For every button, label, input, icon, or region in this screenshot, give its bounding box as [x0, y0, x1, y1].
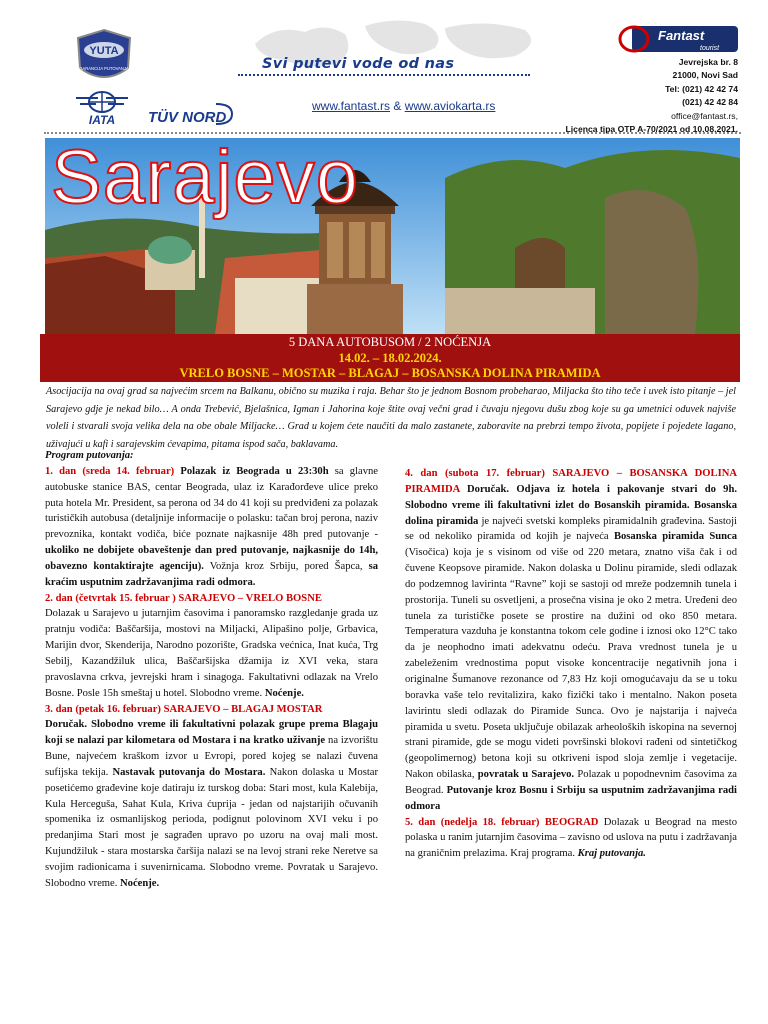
day-2-title: 2. dan (četvrtak 15. februar ) SARAJEVO – VRELO BOSNE: [45, 592, 322, 604]
day-4: 4. dan (subota 17. februar) SARAJEVO – BOSANSKA DOLINA PIRAMIDA Doručak. Odjava iz hotela i pakovanje stvari do 9h. Slobodno vreme ili fakultativni izlet do Bosanskih piramida. Bosanska dolina piramida je najveći svetski kompleks piramidalnih građevina. Sastoji se od nekoliko piramida od kojih je najveća Bosanska piramida Sunca (Visočica) koja je s visinom od više od 220 metara, znatno viša čak i od čuvene Keopsove piramide. Nakon dolaska u Dolinu piramide, sledi odlazak do podzemnog lavirinta “Ravne” koji se sastoji od mreže podzemnih tunela i prostorija. Tuneli su osvetljeni, a prosečna visina je oko 2 metra. Uređeni deo tunela za turističke posete se prostire na dužini od oko 850 metara. Temperatura vazduha je konstantna tokom cele godine i iznosi oko 12°C tako da je neophodno imati adekvatnu odeću. Prava vrednost tunela je u zabeleženim vrednostima poput visoke koncentracije negativnih jona i originalne Šumanove rezonance od 7,83 Hz koji omogućavaju da se u toku boravka vaše telo revitalizira, kako fizički tako i mentalno. Nakon poseta lavirintu sledi odlazak do Piramide Sunca. Ovo je najstarija i najveća piramida u svetu. Poseta uključuje obilazak arheoloških iskopina na severnoj strani piramide, gde se mogu videti površinski blokovi rađeni od sintetičkog (geopolimernog) betona koji su otkriveni ispod sloja zemlje i vegetacije. Nakon obilaska, povratak u Sarajevo. Polazak u popodnevnim časovima za Beograd. Putovanje kroz Bosnu i Srbiju sa usputnim zadržavanjima radi odmora: [405, 468, 737, 812]
fantast-link[interactable]: www.fantast.rs: [312, 99, 391, 113]
day-3-title: 3. dan (petak 16. februar) SARAJEVO – BLAGAJ MOSTAR: [45, 703, 323, 715]
iata-logo: [72, 90, 132, 126]
day-5-title: 5. dan (nedelja 18. februar) BEOGRAD: [405, 816, 599, 828]
company-tel-1: Tel: (021) 42 42 74: [665, 83, 738, 94]
company-tel-2: (021) 42 42 84: [682, 97, 738, 108]
tuv-nord-logo: [146, 100, 236, 128]
company-licence: Licenca tipa OTP A-70/2021 od 10.08.2021.: [565, 124, 738, 135]
program-column-left: [45, 448, 378, 892]
intro-paragraph: Asocijacija na ovaj grad sa najvećim srcem na Balkanu, obično su muzika i raja. Behar što je jednom Bosnom probeharao, Miljacka što tiho teče i uvek isto pitanje – jel Sarajevo gdje je nekad bilo… A onda Trebević, Bjelašnica, Igman i Jahorina koje štite ovaj večni grad i čuvaju njegovu dušu zbog koje su ga umetnici oduvek najviše voleli i stvarali svoja velika dela na obe obale Miljacke… Grad u kojem ćete naučiti da malo zastanete, zaboravite na prebrzi tempo života, popijete i pojedete lagano, uživajući u kafi i sarajevskim ćevapima, pitama ispod sača, baklavama.: [46, 386, 736, 450]
trip-duration: 5 DANA AUTOBUSOM / 2 NOĆENJA: [288, 335, 492, 349]
yuta-logo: [72, 28, 136, 86]
day-2: 2. dan (četvrtak 15. februar ) SARAJEVO – VRELO BOSNE Dolazak u Sarajevo u jutarnjim časovima i panoramsko razgledanje grada uz pratnju vodiča: Baščaršija, mostovi na Miljacki, Alipašino polje, Grbavica, Marijin dvor, Skenderija, Narodno pozorište, Gradska većnica, Inat kuća, Trg Sebilj, Kazandžiluk ulica, Baščaršijska džamija iz XVI veka, stara pravoslavna crkva, jevrejski hram i sinagoga. Fakultativni odlazak na Vrelo Bosne. Posle 15h smeštaj u hotel. Slobodno vreme. Noćenje.: [45, 592, 378, 699]
company-info: [566, 56, 738, 136]
link-separator: &: [390, 99, 405, 113]
day-1: 1. dan (sreda 14. februar) Polazak iz Beograda u 23:30h sa glavne autobuske stanice BAS, centar Beograda, ulaz iz Karađorđeve ulice preko puta hotela Mr. President, sa perona od 34 do 41 koji su predviđeni za polazak turističkih autobusa (detaljnije informacije o polasku: tačan broj perona, naziv prevoznika, kontakt vodiča, biće poznate najkasnije 48h pred putovanje - ukoliko ne dobijete obaveštenje dan pred putovanje, najkasnije do 14h, obavezno kontaktirajte agenciju). Vožnja kroz Srbiju, pored Šapca, sa kraćim usputnim zadržavanjima radi odmora.: [45, 465, 378, 588]
day-5: 5. dan (nedelja 18. februar) BEOGRAD Dolazak u Beograd na mesto polaska u ranim jutarnjim časovima – zavisno od uslova na putu i zadržavanja na graničnim prelazima. Kraj programa. Kraj putovanja.: [405, 816, 737, 860]
company-email[interactable]: office@fantast.rs,: [671, 110, 738, 121]
header-divider: [44, 132, 741, 134]
slogan: Svi putevi vode od nas: [262, 56, 455, 72]
page-header: [0, 0, 768, 135]
trip-summary-band: [40, 334, 740, 382]
svg-text:GARANCIJA PUTOVANJA: GARANCIJA PUTOVANJA: [79, 66, 129, 71]
aviokarta-link[interactable]: www.aviokarta.rs: [404, 99, 496, 113]
website-links: [312, 99, 495, 113]
program-heading: Program putovanja:: [45, 450, 134, 461]
trip-route: VRELO BOSNE – MOSTAR – BLAGAJ – BOSANSKA DOLINA PIRAMIDA: [179, 366, 601, 380]
day-3: 3. dan (petak 16. februar) SARAJEVO – BLAGAJ MOSTAR Doručak. Slobodno vreme ili fakultativni polazak grupe prema Blagaju koji se nalazi par kilometara od Mostara i na kratko uživanje na izvorištu Bune, najvećem kraškom izvor u Evropi, pored kojeg se nalazi čuvena sufijska tekija. Nastavak putovanja do Mostara. Nakon dolaska u Mostar posetićemo građevine koje datiraju iz turskog doba: Stari most, kula Kalebija, Kula Herceguša, Sahat Kula, Kriva ćuprija - jedan od najstarijih očuvanih spomenika iz osmanlijskog perioda, podignut polovinom XVI veku i po predanjima Stari most je sagrađen upravo po uzoru na ovaj mali most. Kujundžiluk - stara mostarska čaršija nalazi se na levoj strani reke Neretve sa svojim radionicama i suvenirnicama. Slobodno vreme. Povratak u Sarajevo. Slobodno vreme. Noćenje.: [45, 703, 378, 889]
svg-text:TÜV NORD: TÜV NORD: [148, 109, 227, 126]
svg-text:IATA: IATA: [88, 113, 116, 126]
destination-title: Sarajevo: [51, 138, 359, 220]
fantast-logo: [618, 24, 740, 54]
company-city: 21000, Novi Sad: [672, 70, 738, 81]
slogan-divider: [238, 74, 530, 76]
day-1-title: 1. dan (sreda 14. februar): [45, 465, 175, 477]
svg-text:Fantast: Fantast: [658, 28, 705, 43]
trip-dates: 14.02. – 18.02.2024.: [338, 350, 442, 365]
program-column-right: [405, 466, 737, 862]
day-4-title: 4. dan (subota 17. februar) SARAJEVO – BOSANSKA DOLINA PIRAMIDA: [405, 468, 737, 495]
svg-text:tourist: tourist: [700, 45, 720, 52]
company-address: Jevrejska br. 8: [678, 57, 738, 67]
hero-image: [45, 138, 740, 334]
svg-text:YUTA: YUTA: [89, 45, 119, 57]
